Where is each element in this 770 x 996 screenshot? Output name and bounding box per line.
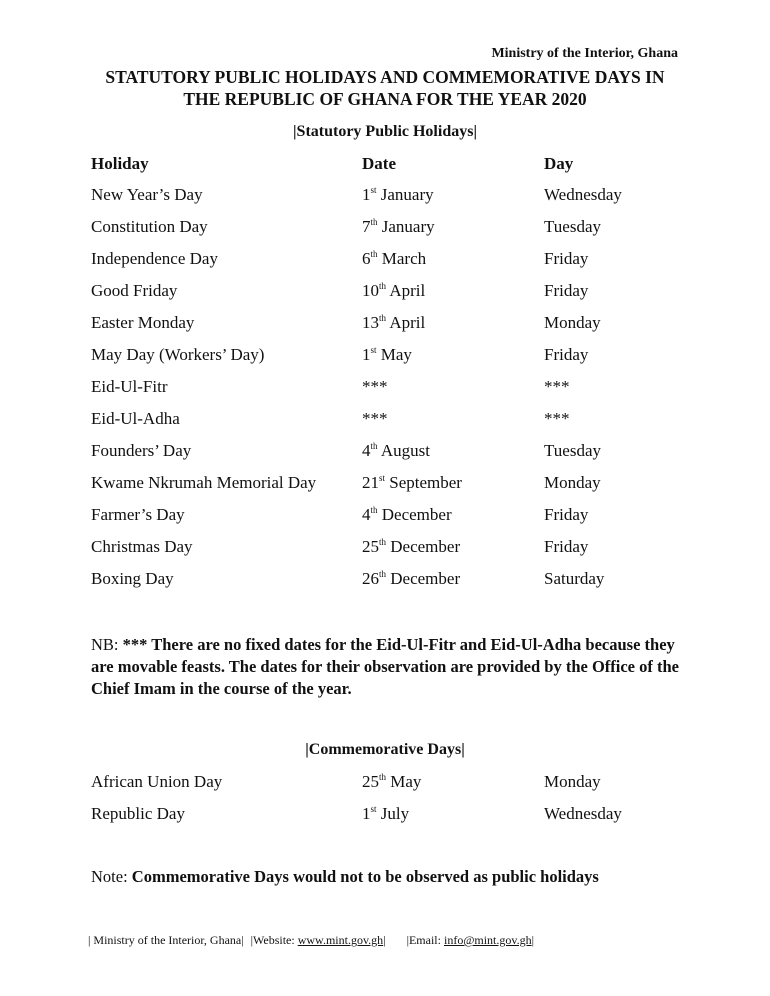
holiday-date <box>362 772 421 792</box>
holiday-name: Good Friday <box>91 281 178 300</box>
holiday-date <box>362 505 452 525</box>
date-number: 6 <box>362 249 371 268</box>
date-suffix: th <box>379 772 387 782</box>
table-row <box>0 281 770 311</box>
holiday-name: Eid-Ul-Adha <box>91 409 180 428</box>
holiday-date <box>362 217 435 237</box>
holiday-name: New Year’s Day <box>91 185 203 204</box>
date-suffix: th <box>370 441 378 451</box>
holiday-weekday: Friday <box>544 537 589 556</box>
column-date: Date <box>362 154 396 173</box>
nb-text: *** There are no fixed dates for the Eid-Ul-Fitr and Eid-Ul-Adha because they are movable feasts. The dates for their observation are provided by the Office of the Chief Imam in the course of the year. <box>91 635 679 698</box>
table-row <box>0 505 770 535</box>
holiday-date <box>362 281 425 301</box>
holiday-date <box>362 313 425 333</box>
date-number: 26 <box>362 569 379 588</box>
date-month: March <box>377 249 427 268</box>
date-suffix: th <box>379 313 387 323</box>
footer-email-link[interactable]: info@mint.gov.gh <box>443 933 532 947</box>
holiday-weekday: Friday <box>544 249 589 268</box>
date-suffix: th <box>379 569 387 579</box>
date-month: July <box>376 804 410 823</box>
holiday-weekday: Saturday <box>544 569 605 588</box>
date-suffix: th <box>379 281 387 291</box>
ministry-label: Ministry of the Interior, Ghana <box>491 46 678 61</box>
date-month: May <box>386 772 422 791</box>
date-number: 4 <box>362 441 371 460</box>
date-number: 25 <box>362 537 379 556</box>
table-row <box>0 473 770 503</box>
table-row <box>0 377 770 407</box>
holiday-weekday: Friday <box>544 505 589 524</box>
holiday-name: Christmas Day <box>91 537 193 556</box>
holiday-weekday: Monday <box>544 313 601 332</box>
table-row <box>0 772 770 802</box>
holiday-name: Kwame Nkrumah Memorial Day <box>91 473 317 492</box>
date-suffix: th <box>370 505 378 515</box>
holiday-date <box>362 804 409 824</box>
date-number: 13 <box>362 313 379 332</box>
date-number: 1 <box>362 185 371 204</box>
commemorative-heading: |Commemorative Days| <box>305 741 465 758</box>
date-suffix: st <box>370 804 377 814</box>
title-line-1: STATUTORY PUBLIC HOLIDAYS AND COMMEMORATIVE DAYS IN <box>105 67 665 87</box>
holiday-weekday: Monday <box>544 772 601 791</box>
date-number: 1 <box>362 345 371 364</box>
table-row <box>0 217 770 247</box>
holiday-date <box>362 473 462 493</box>
date-suffix: st <box>379 473 386 483</box>
table-row <box>0 313 770 343</box>
statutory-heading: |Statutory Public Holidays| <box>293 123 477 140</box>
holiday-weekday: *** <box>544 377 570 396</box>
footer-email-label: |Email: <box>406 933 444 947</box>
holiday-name: African Union Day <box>91 772 223 791</box>
table-row <box>0 409 770 439</box>
note-prefix: Note: <box>91 867 132 886</box>
holiday-date <box>362 441 430 461</box>
table-header <box>0 154 770 184</box>
table-row <box>0 185 770 215</box>
table-row <box>0 804 770 834</box>
date-month: April <box>386 313 426 332</box>
date-number: 10 <box>362 281 379 300</box>
date-suffix: st <box>370 185 377 195</box>
table-row <box>0 537 770 567</box>
date-month: December <box>386 537 461 556</box>
date-number: 25 <box>362 772 379 791</box>
holiday-weekday: *** <box>544 409 570 428</box>
holiday-weekday: Friday <box>544 345 589 364</box>
date-month: August <box>377 441 430 460</box>
holiday-date <box>362 569 460 589</box>
page-footer <box>88 933 534 948</box>
holiday-name: Farmer’s Day <box>91 505 185 524</box>
date-number: *** <box>362 409 388 428</box>
date-number: 4 <box>362 505 371 524</box>
date-month: April <box>386 281 426 300</box>
date-month: September <box>385 473 462 492</box>
holiday-name: Easter Monday <box>91 313 195 332</box>
date-number: *** <box>362 377 388 396</box>
holiday-weekday: Wednesday <box>544 185 622 204</box>
date-number: 21 <box>362 473 379 492</box>
table-row <box>0 345 770 375</box>
date-suffix: th <box>370 249 378 259</box>
holiday-name: Republic Day <box>91 804 185 823</box>
holiday-name: Eid-Ul-Fitr <box>91 377 168 396</box>
document-title <box>0 66 770 110</box>
date-month: January <box>377 217 435 236</box>
table-row <box>0 569 770 599</box>
date-suffix: th <box>370 217 378 227</box>
holiday-weekday: Wednesday <box>544 804 622 823</box>
holiday-name: Boxing Day <box>91 569 174 588</box>
note-text: Commemorative Days would not to be observed as public holidays <box>131 867 599 886</box>
holiday-weekday: Tuesday <box>544 217 601 236</box>
holiday-name: Founders’ Day <box>91 441 192 460</box>
date-month: January <box>376 185 434 204</box>
date-month: May <box>376 345 412 364</box>
footer-email-end: | <box>531 933 534 947</box>
holiday-name: Independence Day <box>91 249 218 268</box>
holiday-name: Constitution Day <box>91 217 208 236</box>
holiday-weekday: Friday <box>544 281 589 300</box>
date-suffix: st <box>370 345 377 355</box>
date-month: December <box>386 569 461 588</box>
holiday-date <box>362 345 412 365</box>
title-line-2: THE REPUBLIC OF GHANA FOR THE YEAR 2020 <box>183 89 587 109</box>
holiday-name: May Day (Workers’ Day) <box>91 345 265 364</box>
table-row <box>0 441 770 471</box>
column-holiday: Holiday <box>91 154 149 173</box>
date-number: 1 <box>362 804 371 823</box>
holiday-date <box>362 249 426 269</box>
holiday-date <box>362 409 388 429</box>
footer-website-link[interactable]: www.mint.gov.gh <box>297 933 384 947</box>
holiday-date <box>362 185 434 205</box>
date-month: December <box>377 505 452 524</box>
footer-website-label: |Website: <box>250 933 298 947</box>
column-day: Day <box>544 154 574 173</box>
holiday-weekday: Tuesday <box>544 441 601 460</box>
date-suffix: th <box>379 537 387 547</box>
commemorative-note <box>91 867 599 887</box>
nb-note <box>91 634 691 700</box>
holiday-weekday: Monday <box>544 473 601 492</box>
nb-prefix: NB: <box>91 635 123 654</box>
footer-website-end: | <box>383 933 386 947</box>
holiday-date <box>362 377 388 397</box>
footer-ministry: | Ministry of the Interior, Ghana| <box>88 933 244 947</box>
table-row <box>0 249 770 279</box>
date-number: 7 <box>362 217 371 236</box>
holiday-date <box>362 537 460 557</box>
